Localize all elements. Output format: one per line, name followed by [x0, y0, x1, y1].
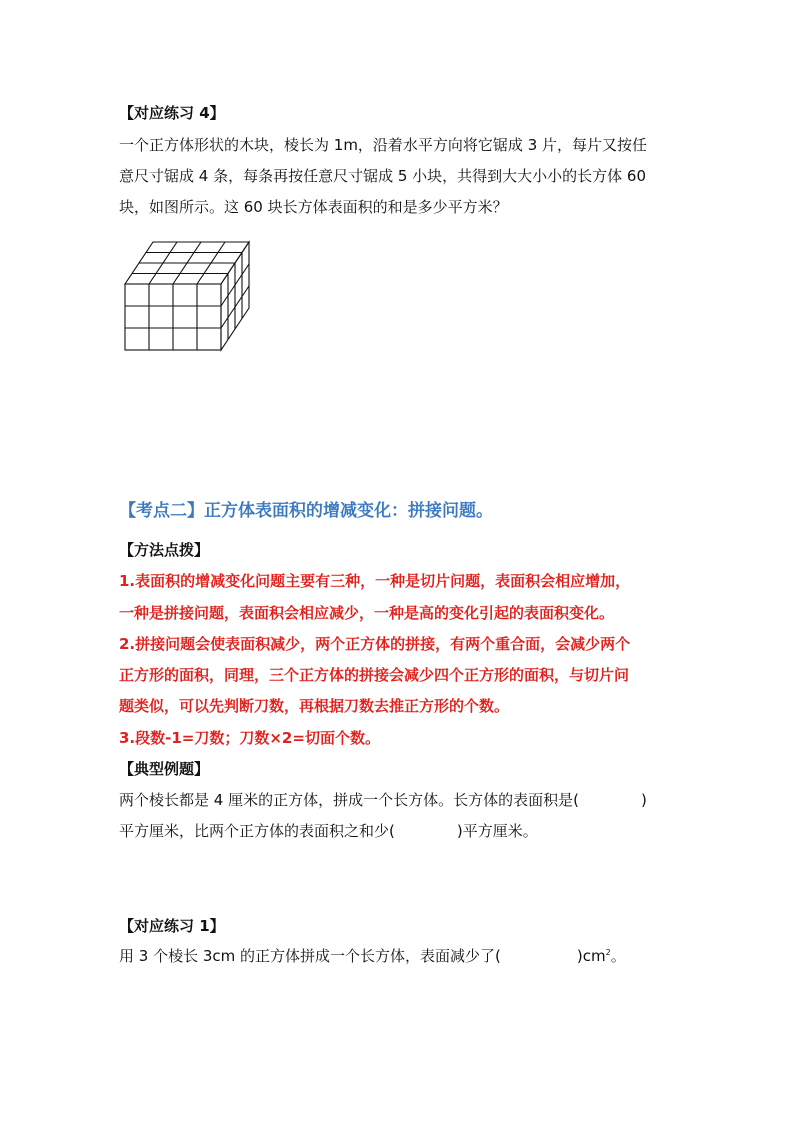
- practice-1-title: 【对应练习 1】: [119, 917, 225, 935]
- example-line-2-close: )平方厘米。: [456, 822, 538, 840]
- method-line-2: 一种是拼接问题，表面积会相应减少，一种是高的变化引起的表面积变化。: [119, 604, 615, 622]
- example-line-2: [119, 821, 538, 841]
- section-heading: 【考点二】正方体表面积的增减变化：拼接问题。: [119, 501, 493, 521]
- practice-1-line: [119, 946, 626, 966]
- problem-line-3: 块，如图所示。这 60 块长方体表面积的和是多少平方米？: [119, 198, 508, 216]
- example-title: 【典型例题】: [119, 760, 210, 778]
- practice-1-unit-exponent: 2: [605, 948, 611, 957]
- example-line-1: [119, 790, 647, 810]
- problem-line-2: 意尺寸锯成 4 条，每条再按任意尺寸锯成 5 小块，共得到大大小小的长方体 60: [119, 167, 647, 185]
- example-line-2-text: 平方厘米，比两个正方体的表面积之和少(: [119, 822, 395, 840]
- example-line-1-close: ): [640, 791, 647, 809]
- practice-1-unit: )cm: [576, 947, 606, 965]
- method-line-5: 题类似，可以先判断刀数，再根据刀数去推正方形的个数。: [119, 697, 510, 715]
- example-line-1-text: 两个棱长都是 4 厘米的正方体，拼成一个长方体。长方体的表面积是(: [119, 791, 579, 809]
- practice-1-text: 用 3 个棱长 3cm 的正方体拼成一个长方体，表面减少了(: [119, 947, 501, 965]
- method-line-1: 1.表面积的增减变化问题主要有三种，一种是切片问题，表面积会相应增加，: [119, 572, 631, 590]
- problem-line-1: 一个正方体形状的木块，棱长为 1m，沿着水平方向将它锯成 3 片，每片又按任: [119, 136, 648, 154]
- practice-1-end: 。: [610, 947, 626, 965]
- cuboid-diagram: [124, 240, 254, 352]
- method-line-3: 2.拼接问题会使表面积减少，两个正方体的拼接，有两个重合面，会减少两个: [119, 635, 631, 653]
- practice-4-title: 【对应练习 4】: [119, 104, 225, 122]
- method-line-4: 正方形的面积，同理，三个正方体的拼接会减少四个正方形的面积，与切片问: [119, 666, 630, 684]
- method-line-6: 3.段数-1=刀数；刀数×2=切面个数。: [119, 729, 380, 747]
- method-title: 【方法点拨】: [119, 541, 210, 559]
